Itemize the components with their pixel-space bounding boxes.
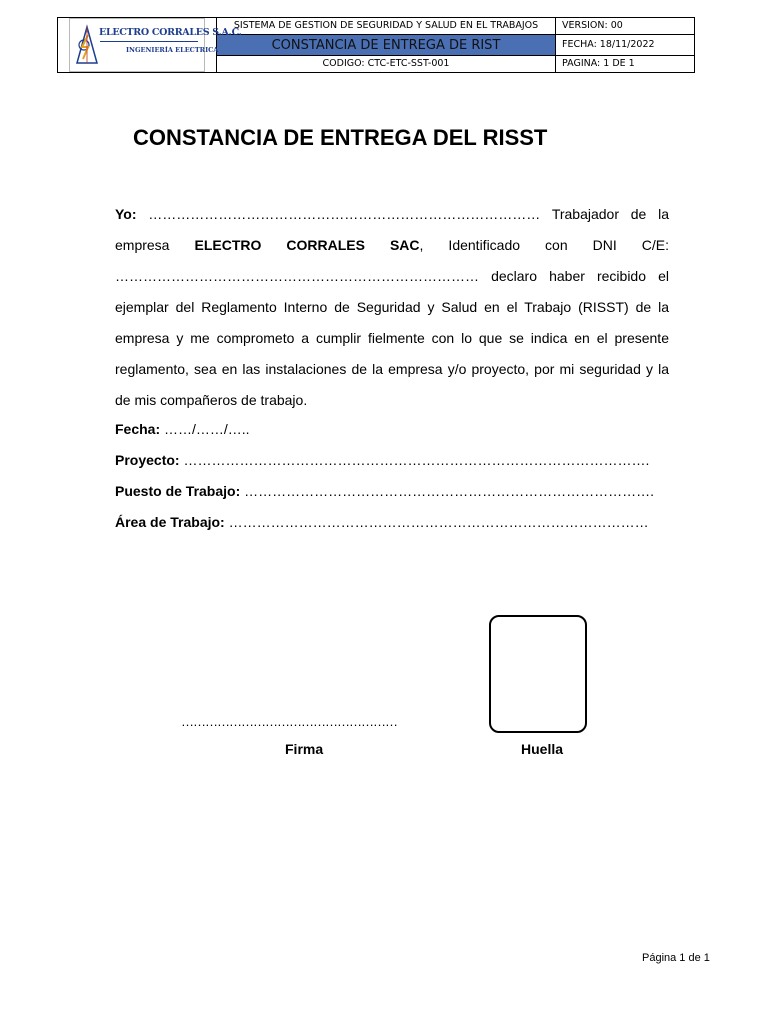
logo-divider [100, 41, 198, 42]
logo-cell [58, 18, 242, 73]
fecha-label: Fecha: [115, 421, 161, 437]
page-footer: Página 1 de 1 [642, 952, 710, 964]
declaration-paragraph [115, 199, 669, 416]
document-header-table [57, 17, 695, 73]
yo-blank: ………………………………………………………………………… [136, 206, 541, 222]
firma-label: Firma [285, 741, 324, 757]
fingerprint-box [489, 615, 587, 733]
fecha-field [115, 421, 250, 437]
puesto-label: Puesto de Trabajo: [115, 483, 241, 499]
proyecto-label: Proyecto: [115, 452, 180, 468]
page-title: CONSTANCIA DE ENTREGA DEL RISST [133, 125, 548, 150]
yo-label: Yo: [115, 206, 137, 222]
puesto-blank: ……………………………………………………………………………. [240, 483, 655, 499]
code-cell: CODIGO: CTC-ETC-SST-001 [217, 56, 556, 73]
company-name: ELECTRO CORRALES SAC [194, 237, 420, 253]
proyecto-field [115, 452, 649, 468]
area-label: Área de Trabajo: [115, 514, 225, 530]
huella-label: Huella [521, 741, 564, 757]
proyecto-blank: ………………………………………………………………………………………. [179, 452, 650, 468]
declaration-text-2: , Identificado con DNI C/E: …………………………………………………………………… declaro haber recibido el ejemplar del Reglamento Interno de Seguridad y Salud en el Trabajo (RISST) de la empresa y me comprometo a cumplir fielmente con lo que se indica en el presente reglamento, sea en las instalaciones de la empresa y/o proyecto, por mi seguridad y la de mis compañeros de trabajo. [115, 237, 669, 408]
fecha-blank: ……/……/….. [160, 421, 250, 437]
version-cell: VERSION: 00 [556, 18, 695, 35]
lightning-tower-icon [74, 25, 100, 65]
logo-company-name: ELECTRO CORRALES S.A.C. [99, 27, 242, 38]
system-title: SISTEMA DE GESTION DE SEGURIDAD Y SALUD EN EL TRABAJOS [217, 18, 556, 35]
area-field [115, 514, 649, 530]
doc-title-cell: CONSTANCIA DE ENTREGA DE RIST [217, 35, 556, 56]
puesto-field [115, 483, 654, 499]
signature-line: ……………………………………………… [181, 714, 397, 729]
company-logo [69, 18, 242, 72]
declaration-text-1: Trabajador de la empresa [115, 206, 670, 253]
area-blank: ……………………………………………………………………………… [224, 514, 649, 530]
logo-subtitle: INGENIERÍA ELECTRICA [126, 46, 219, 54]
page-cell: PAGINA: 1 DE 1 [556, 56, 695, 73]
date-cell: FECHA: 18/11/2022 [556, 35, 695, 56]
